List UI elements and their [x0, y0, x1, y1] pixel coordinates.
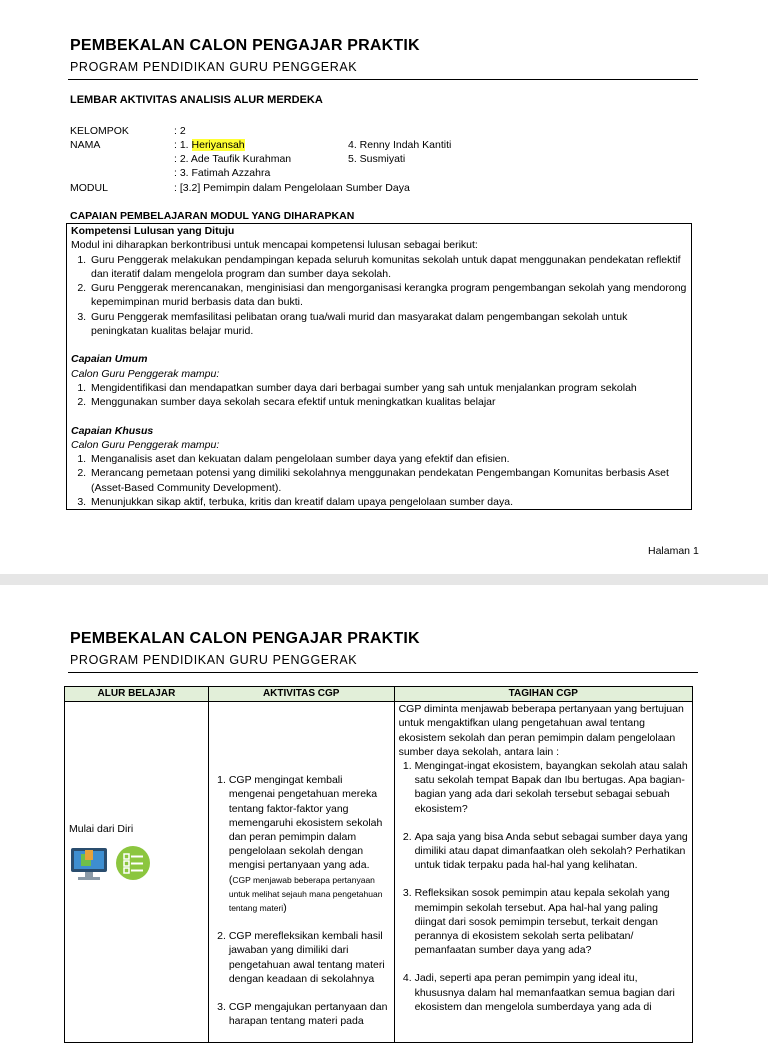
nama-3: : 3. Fatimah Azzahra [174, 167, 271, 179]
tagihan-list [399, 759, 688, 1014]
list-item: 3. Refleksikan sosok pemimpin atau kepala sekolah yang memimpin sekolah tersebut. Apa hal-hal yang paling diingat dari sosok pemimpin tersebut, terkait dengan perannya di ekosistem sekolah serta pelibatan/ pemanfaatan sumber daya yang ada? [415, 886, 688, 957]
alur-icons [69, 844, 204, 882]
umum-list [71, 381, 687, 410]
col-header-alur: ALUR BELAJAR [65, 687, 209, 702]
header-divider [68, 672, 698, 673]
umum-title: Capaian Umum [71, 353, 148, 366]
page-title: PEMBEKALAN CALON PENGAJAR PRAKTIK [70, 630, 420, 647]
modul-label: MODUL [70, 182, 108, 194]
tagihan-intro: CGP diminta menjawab beberapa pertanyaan yang bertujuan untuk mengaktifkan ulang pengetahuan awal tentang ekosistem sekolah dan peran pemimpin dalam pengelolaan sumber daya sekolah, antara lain : [398, 703, 684, 758]
khusus-list [71, 452, 687, 509]
list-item: 3. Menunjukkan sikap aktif, terbuka, kritis dan kreatif dalam upaya pengelolaan sumber daya. [89, 495, 687, 509]
sheet-title: LEMBAR AKTIVITAS ANALISIS ALUR MERDEKA [70, 94, 323, 106]
nama-5: 5. Susmiyati [348, 153, 406, 165]
capaian-box [66, 223, 692, 510]
header-divider [68, 79, 698, 80]
tagihan-cell [394, 702, 692, 1043]
list-item: 2. CGP merefleksikan kembali hasil jawaban yang dimiliki dari pengetahuan awal tentang materi dengan keadaan di sekolahnya [229, 929, 390, 986]
khusus-intro: Calon Guru Penggerak mampu: [71, 438, 220, 451]
nama-1: : 1. Heriyansah [174, 139, 245, 151]
capaian-heading: CAPAIAN PEMBELAJARAN MODUL YANG DIHARAPKAN [70, 210, 355, 222]
list-item: 2. Guru Penggerak merencanakan, menginisiasi dan mengorganisasi kerangka program pengembangan sekolah yang mendorong kepemimpinan murid berbasis data dan bukti. [89, 281, 687, 310]
alur-cell [65, 702, 209, 1043]
kelompok-value: : 2 [174, 125, 186, 137]
nama-1-highlight: Heriyansah [191, 139, 245, 151]
list-item: 3. Guru Penggerak memfasilitasi pelibatan orang tua/wali murid dan masyarakat dalam pengembangan sekolah untuk peningkatan kualitas belajar murid. [89, 310, 687, 339]
kompetensi-title: Kompetensi Lulusan yang Dituju [71, 225, 235, 237]
page-subtitle: PROGRAM PENDIDIKAN GURU PENGGERAK [70, 653, 358, 667]
list-item: 3. CGP mengajukan pertanyaan dan harapan tentang materi pada [229, 1000, 390, 1028]
umum-intro: Calon Guru Penggerak mampu: [71, 367, 220, 380]
kompetensi-list [71, 253, 687, 339]
khusus-title: Capaian Khusus [71, 424, 154, 437]
list-item: 1. Guru Penggerak melakukan pendampingan kepada seluruh komunitas sekolah untuk dapat menggunakan pendekatan reflektif dan iteratif dalam mengelola program dan sumber daya sekolah. [89, 253, 687, 282]
alur-table [64, 686, 693, 1043]
kelompok-label: KELOMPOK [70, 125, 129, 137]
nama-4: 4. Renny Indah Kantiti [348, 139, 452, 151]
aktivitas-cell [208, 702, 394, 1043]
page-subtitle: PROGRAM PENDIDIKAN GURU PENGGERAK [70, 60, 358, 74]
list-item: 1. Mengingat-ingat ekosistem, bayangkan sekolah atau salah satu sekolah tempat Bapak dan Ibu bertugas. Apa bagian-bagian yang ada dari sekolah tersebut sebagai sebuah ekosistem? [415, 759, 688, 816]
table-row [65, 702, 693, 1043]
page-title: PEMBEKALAN CALON PENGAJAR PRAKTIK [70, 37, 420, 54]
table-header-row [65, 687, 693, 702]
list-item: 4. Jadi, seperti apa peran pemimpin yang ideal itu, khususnya dalam hal memanfaatkan semua bagian dari ekosistem dan mengelola sumberdaya yang ada di [415, 971, 688, 1014]
page-number: Halaman 1 [648, 545, 699, 557]
list-item: 2. Menggunakan sumber daya sekolah secara efektif untuk meningkatkan kualitas belajar [89, 395, 687, 409]
aktivitas-list [213, 773, 390, 1028]
col-header-tagihan: TAGIHAN CGP [394, 687, 692, 702]
computer-icon [69, 844, 109, 882]
list-item: 1. Menganalisis aset dan kekuatan dalam pengelolaan sumber daya yang efektif dan efisien. [89, 452, 687, 466]
nama-label: NAMA [70, 139, 101, 151]
modul-value: : [3.2] Pemimpin dalam Pengelolaan Sumber Daya [174, 182, 410, 194]
list-item: 2. Apa saja yang bisa Anda sebut sebagai sumber daya yang dimiliki atau dapat dimanfaatkan oleh sekolah? Perhatikan untuk tidak terpaku pada hal-hal yang kelihatan. [415, 830, 688, 873]
page-2 [0, 585, 768, 1028]
kompetensi-intro: Modul ini diharapkan berkontribusi untuk mencapai kompetensi lulusan sebagai berikut: [71, 239, 478, 252]
list-item: 1. Mengidentifikasi dan mendapatkan sumber daya dari berbagai sumber yang sah untuk menjalankan program sekolah [89, 381, 687, 395]
nama-2: : 2. Ade Taufik Kurahman [174, 153, 292, 165]
alur-label: Mulai dari Diri [69, 823, 134, 836]
list-item: 1. CGP mengingat kembali mengenai pengetahuan mereka tentang faktor-faktor yang memengaruhi ekosistem sekolah dan peran pemimpin dalam pengelolaan sekolah dengan mengisi pertanyaan yang ada. (CGP menjawab beberapa pertanyaan untuk melihat sejauh mana pengetahuan tentang materi) [229, 773, 390, 915]
checklist-icon [115, 845, 151, 881]
list-item: 2. Merancang pemetaan potensi yang dimiliki sekolahnya menggunakan pendekatan Pengembangan Komunitas berbasis Aset (Asset-Based Community Development). [89, 466, 687, 495]
col-header-aktivitas: AKTIVITAS CGP [208, 687, 394, 702]
